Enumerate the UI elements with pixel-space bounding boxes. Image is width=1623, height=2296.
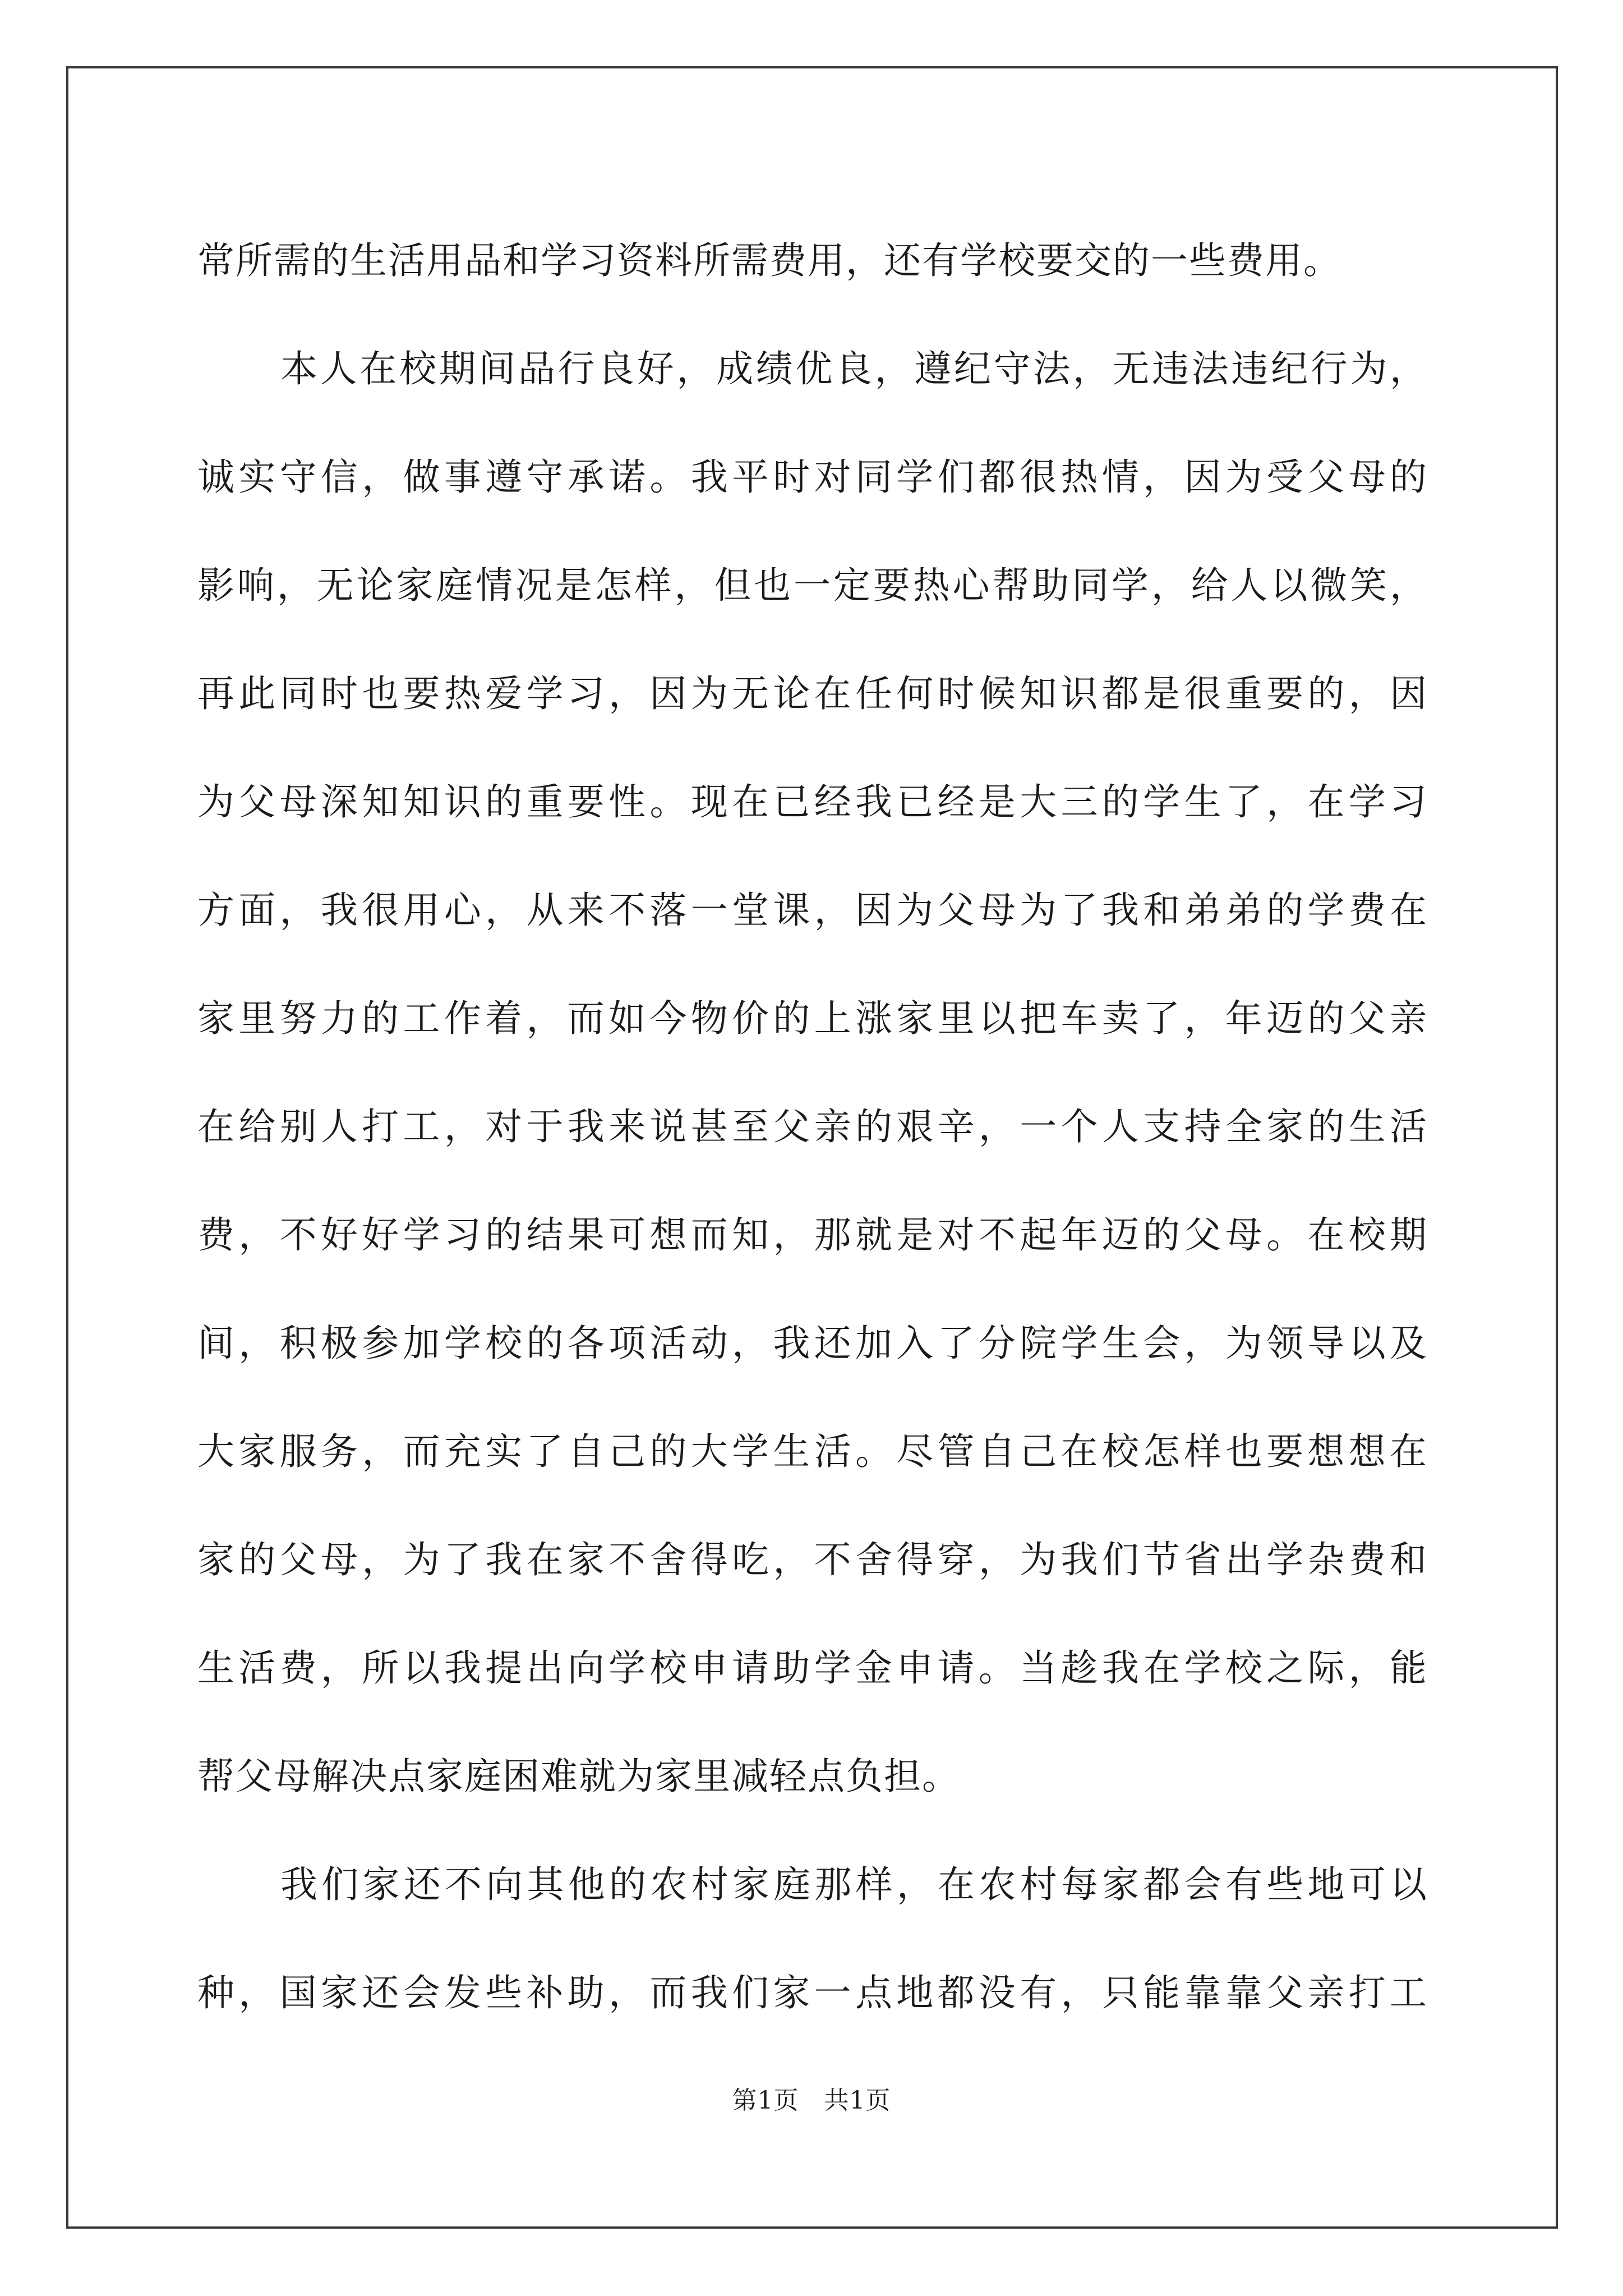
text-line: 大家服务，而充实了自己的大学生活。尽管自己在校怎样也要想想在 xyxy=(197,1430,1428,1473)
page-number-footer: 第1页 共1页 xyxy=(732,2086,891,2115)
paragraph-end-line: 帮父母解决点家庭困难就为家里减轻点负担。 xyxy=(197,1755,960,1798)
text-line: 影响，无论家庭情况是怎样，但也一定要热心帮助同学，给人以微笑， xyxy=(197,564,1428,607)
text-line: 家的父母，为了我在家不舍得吃，不舍得穿，为我们节省出学杂费和 xyxy=(197,1538,1428,1581)
paragraph-start-line: 我们家还不向其他的农村家庭那样，在农村每家都会有些地可以 xyxy=(280,1863,1428,1906)
text-line: 为父母深知知识的重要性。现在已经我已经是大三的学生了，在学习 xyxy=(197,780,1428,823)
paragraph-start-line: 本人在校期间品行良好，成绩优良，遵纪守法，无违法违纪行为， xyxy=(280,347,1428,390)
text-line: 家里努力的工作着，而如今物价的上涨家里以把车卖了，年迈的父亲 xyxy=(197,997,1428,1040)
text-line: 在给别人打工，对于我来说甚至父亲的艰辛，一个人支持全家的生活 xyxy=(197,1105,1428,1148)
text-line: 生活费，所以我提出向学校申请助学金申请。当趁我在学校之际，能 xyxy=(197,1646,1428,1690)
text-line: 方面，我很用心，从来不落一堂课，因为父母为了我和弟弟的学费在 xyxy=(197,889,1428,932)
text-line: 间，积极参加学校的各项活动，我还加入了分院学生会，为领导以及 xyxy=(197,1322,1428,1365)
text-line: 种，国家还会发些补助，而我们家一点地都没有，只能靠靠父亲打工 xyxy=(197,1971,1428,2014)
document-body xyxy=(197,206,1428,2047)
text-line: 常所需的生活用品和学习资料所需费用，还有学校要交的一些费用。 xyxy=(197,239,1341,282)
text-line: 再此同时也要热爱学习，因为无论在任何时候知识都是很重要的，因 xyxy=(197,672,1428,715)
text-line: 费，不好好学习的结果可想而知，那就是对不起年迈的父母。在校期 xyxy=(197,1213,1428,1257)
text-line: 诚实守信，做事遵守承诺。我平时对同学们都很热情，因为受父母的 xyxy=(197,455,1428,499)
